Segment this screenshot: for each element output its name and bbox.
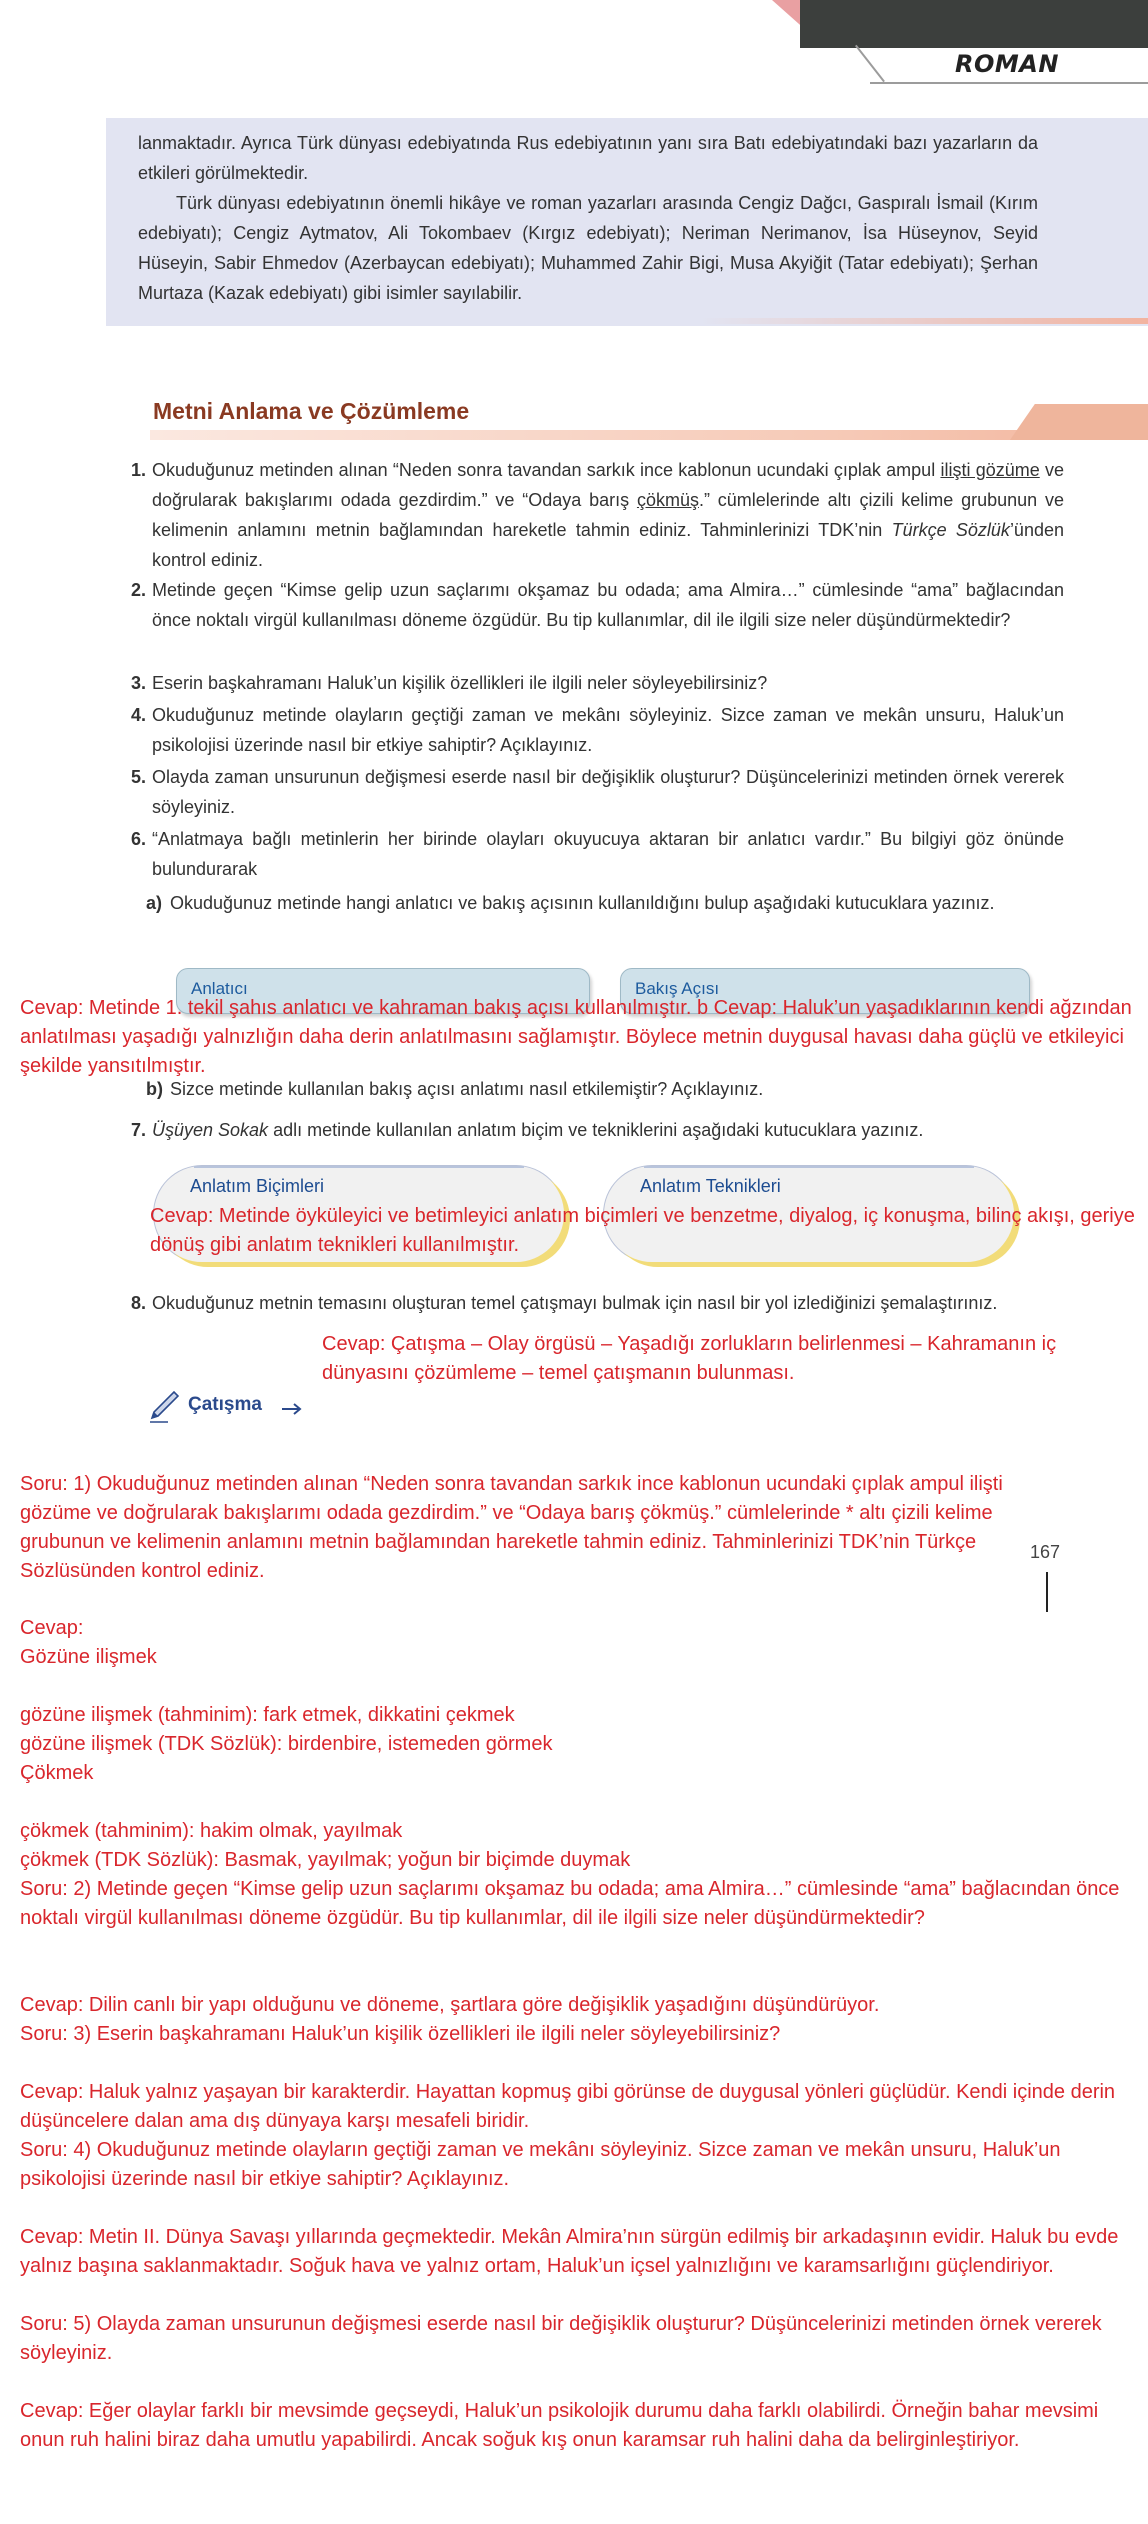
- page-number: 167: [1030, 1542, 1061, 1562]
- question-6a: [146, 888, 1064, 918]
- question-number: 7.: [130, 1120, 146, 1140]
- underlined-word: çökmüş: [636, 490, 699, 510]
- question-text-part: ve doğrularak bakışlarımı odada gezdirdim.” ve “Odaya barış: [152, 460, 1064, 510]
- sub-text: Okuduğunuz metinde hangi anlatıcı ve bakış açısının kullanıldığını bulup aşağıdaki kutucuklara yazınız.: [170, 893, 995, 913]
- narration-forms-label: Anlatım Biçimleri: [190, 1176, 325, 1196]
- question-text: Olayda zaman unsurunun değişmesi eserde nasıl bir değişiklik oluşturur? Düşüncelerinizi metinden örnek vererek söyleyiniz.: [152, 767, 1064, 817]
- answer-8: Cevap: Çatışma – Olay örgüsü – Yaşadığı zorlukların belirlenmesi – Kahramanın iç dünyasını çözümleme – temel çatışmanın bulunması.: [322, 1333, 1057, 1384]
- appendix-term-1-tdk: gözüne ilişmek (TDK Sözlük): birdenbire, istemeden görmek: [20, 1733, 553, 1755]
- appendix-question-3: Soru: 3) Eserin başkahramanı Haluk’un kişilik özellikleri ile ilgili neler söyleyebilirsiniz?: [20, 2023, 781, 2045]
- answer-7: Cevap: Metinde öyküleyici ve betimleyici anlatım biçimleri ve benzetme, diyalog, iç konuşma, bilinç akışı, geriye dönüş gibi anlatım teknikleri kullanılmıştır.: [150, 1205, 1135, 1256]
- section-title: Metni Anlama ve Çözümleme: [153, 398, 470, 424]
- conflict-label: Çatışma: [188, 1394, 262, 1415]
- dictionary-name: Türkçe Sözlük: [891, 520, 1010, 540]
- underlined-phrase: ilişti gözüme: [940, 460, 1040, 480]
- question-4: [124, 700, 1064, 760]
- question-text: Okuduğunuz metnin temasını oluşturan temel çatışmayı bulmak için nasıl bir yol izlediğinizi şemalaştırınız.: [152, 1293, 998, 1313]
- question-text: Okuduğunuz metinde olayların geçtiği zaman ve mekânı söyleyiniz. Sizce zaman ve mekân unsuru, Haluk’un psikolojisi üzerinde nasıl bir etkiye sahiptir? Açıklayınız.: [152, 705, 1064, 755]
- point-of-view-box-label: Bakış Açısı: [635, 979, 720, 998]
- sub-label: a): [146, 893, 163, 913]
- intro-paragraph-1: lanmaktadır. Ayrıca Türk dünyası edebiyatında Rus edebiyatının yanı sıra Batı edebiyatındaki bazı yazarların da etkileri görülmektedir.: [138, 133, 1038, 183]
- question-text-part: .” cümlelerinde altı çizili kelime grubunun ve kelimenin anlamını metnin bağlamından hareketle tahmin ediniz. Tahminlerinizi TDK’nin: [152, 490, 1065, 540]
- pencil-icon: [148, 1388, 184, 1424]
- answer-6: Cevap: Metinde 1. tekil şahıs anlatıcı ve kahraman bakış açısı kullanılmıştır. b Cevap: Haluk’un yaşadıklarının kendi ağzından anlatılması yaşadığı yalnızlığın daha derin anlatılmasını sağlamıştır. Böylece metnin duygusal havası daha güçlü ve etkileyici şekilde yansıtılmıştır.: [20, 997, 1132, 1077]
- question-text: [152, 1115, 1064, 1145]
- question-text: “Anlatmaya bağlı metinlerin her birinde olayları okuyucuya aktaran bir anlatıcı vardır.” Bu bilgiyi göz önünde bulundurarak: [152, 829, 1064, 879]
- appendix-term-1: Gözüne ilişmek: [20, 1646, 157, 1668]
- section-heading-bar: [150, 430, 1148, 440]
- text-title: Üşüyen Sokak: [152, 1120, 269, 1140]
- question-5: [124, 762, 1064, 822]
- appendix-term-2: Çökmek: [20, 1762, 94, 1784]
- appendix-answer-label: Cevap:: [20, 1617, 84, 1639]
- section-heading-tab: [1010, 404, 1148, 440]
- appendix-term-1-guess: gözüne ilişmek (tahminim): fark etmek, dikkatini çekmek: [20, 1704, 515, 1726]
- narrator-box-label: Anlatıcı: [191, 979, 248, 998]
- page-number-rule: [1046, 1572, 1048, 1612]
- question-6b: [146, 1074, 1064, 1104]
- question-number: 6.: [130, 829, 146, 849]
- conflict-schema: [148, 1386, 318, 1428]
- arrow-right-icon: [280, 1402, 304, 1416]
- page-header-title: ROMAN: [955, 50, 1059, 78]
- header-underline: [870, 82, 1148, 84]
- intro-paragraph-2: Türk dünyası edebiyatının önemli hikâye ve roman yazarları arasında Cengiz Dağcı, Gaspıralı İsmail (Kırım edebiyatı); Cengiz Aytmatov, Ali Tokombaev (Kırgız edebiyatı); Neriman Nerimanov, İsa Hüseynov, Seyid Hüseyin, Sabir Ehmedov (Azerbaycan edebiyatı); Muhammed Zahir Bigi, Musa Akyiğit (Tatar edebiyatı); Şerhan Murtaza (Kazak edebiyatı) gibi isimler sayılabilir.: [138, 193, 1038, 303]
- question-text-part: Okuduğunuz metinden alınan “Neden sonra tavandan sarkık ince kablonun ucundaki çıplak ampul: [152, 460, 941, 480]
- question-1: [124, 455, 1064, 575]
- question-number: 4.: [130, 705, 146, 725]
- header-dark-band: [800, 0, 1148, 48]
- appendix-answer-3: Cevap: Haluk yalnız yaşayan bir karakterdir. Hayattan kopmuş gibi görünse de duygusal yönleri güçlüdür. Kendi içinde derin düşüncelere dalan ama dış dünyaya karşı mesafeli biridir.: [20, 2081, 1116, 2132]
- question-3: [124, 668, 1064, 698]
- appendix-answer-4: Cevap: Metin II. Dünya Savaşı yıllarında geçmektedir. Mekân Almira’nın sürgün edilmiş bir arkadaşının evidir. Haluk bu evde yalnız başına saklanmaktadır. Soğuk hava ve yalnız ortam, Haluk’un içsel yalnızlığını ve karamsarlığını güçlendiriyor.: [20, 2226, 1119, 2277]
- question-text: Eserin başkahramanı Haluk’un kişilik özellikleri ile ilgili neler söyleyebilirsiniz?: [152, 673, 768, 693]
- appendix-question-2: Soru: 2) Metinde geçen “Kimse gelip uzun saçlarımı okşamaz bu odada; ama Almira…” cümlesinde “ama” bağlacından önce noktalı virgül kullanılması döneme özgüdür. Bu tip kullanımlar, dil ile ilgili size neler düşündürmektedir?: [20, 1878, 1120, 1929]
- question-number: 5.: [130, 767, 146, 787]
- question-text-part: ’ünden kontrol ediniz.: [152, 520, 1064, 570]
- appendix-question-4: Soru: 4) Okuduğunuz metinde olayların geçtiği zaman ve mekânı söyleyiniz. Sizce zaman ve mekân unsuru, Haluk’un psikolojisi üzerinde nasıl bir etkiye sahiptir? Açıklayınız.: [20, 2139, 1061, 2190]
- question-number: 3.: [130, 673, 146, 693]
- question-8: [124, 1288, 1064, 1318]
- intro-box-bottom-accent: [700, 318, 1148, 324]
- question-number: 8.: [130, 1293, 146, 1313]
- appendix-question-1: Soru: 1) Okuduğunuz metinden alınan “Neden sonra tavandan sarkık ince kablonun ucundaki çıplak ampul ilişti gözüme ve doğrularak bakışlarımı odada gezdirdim.” ve “Odaya barış çökmüş.” cümlelerinde * altı çizili kelime grubunun ve kelimenin anlamını metnin bağlamından hareketle tahmin ediniz. Tahminlerinizi TDK’nin Türkçe Sözlüsünden kontrol ediniz.: [20, 1473, 1003, 1582]
- appendix-term-2-guess: çökmek (tahminim): hakim olmak, yayılmak: [20, 1820, 403, 1842]
- question-2: [124, 575, 1064, 635]
- question-6: [124, 824, 1064, 884]
- sub-label: b): [146, 1079, 163, 1099]
- appendix-question-5: Soru: 5) Olayda zaman unsurunun değişmesi eserde nasıl bir değişiklik oluşturur? Düşüncelerinizi metinden örnek vererek söyleyiniz.: [20, 2313, 1102, 2364]
- appendix-answer-2: Cevap: Dilin canlı bir yapı olduğunu ve döneme, şartlara göre değişiklik yaşadığını düşündürüyor.: [20, 1994, 880, 2016]
- question-text: Metinde geçen “Kimse gelip uzun saçlarımı okşamaz bu odada; ama Almira…” cümlesinde “ama” bağlacından önce noktalı virgül kullanılması döneme özgüdür. Bu tip kullanımlar, dil ile ilgili size neler düşündürmektedir?: [152, 580, 1064, 630]
- box-top-line: [194, 1166, 524, 1168]
- question-text: [152, 455, 1064, 575]
- narration-techniques-label: Anlatım Teknikleri: [640, 1176, 781, 1196]
- box-top-line: [644, 1166, 974, 1168]
- sub-text: Sizce metinde kullanılan bakış açısı anlatımı nasıl etkilemiştir? Açıklayınız.: [170, 1079, 764, 1099]
- question-number: 1.: [130, 460, 146, 480]
- appendix-answer-5: Cevap: Eğer olaylar farklı bir mevsimde geçseydi, Haluk’un psikolojik durumu daha farklı olabilirdi. Örneğin bahar mevsimi onun ruh halini biraz daha umutlu yapabilirdi. Ancak soğuk kış onun karamsar ruh halini daha da belirginleştiriyor.: [20, 2400, 1099, 2451]
- header-divider-slash: [855, 45, 885, 82]
- appendix-term-2-tdk: çökmek (TDK Sözlük): Basmak, yayılmak; yoğun bir biçimde duymak: [20, 1849, 631, 1871]
- question-number: 2.: [130, 580, 146, 600]
- question-7: [124, 1115, 1064, 1145]
- question-text-part: adlı metinde kullanılan anlatım biçim ve tekniklerini aşağıdaki kutucuklara yazınız.: [268, 1120, 924, 1140]
